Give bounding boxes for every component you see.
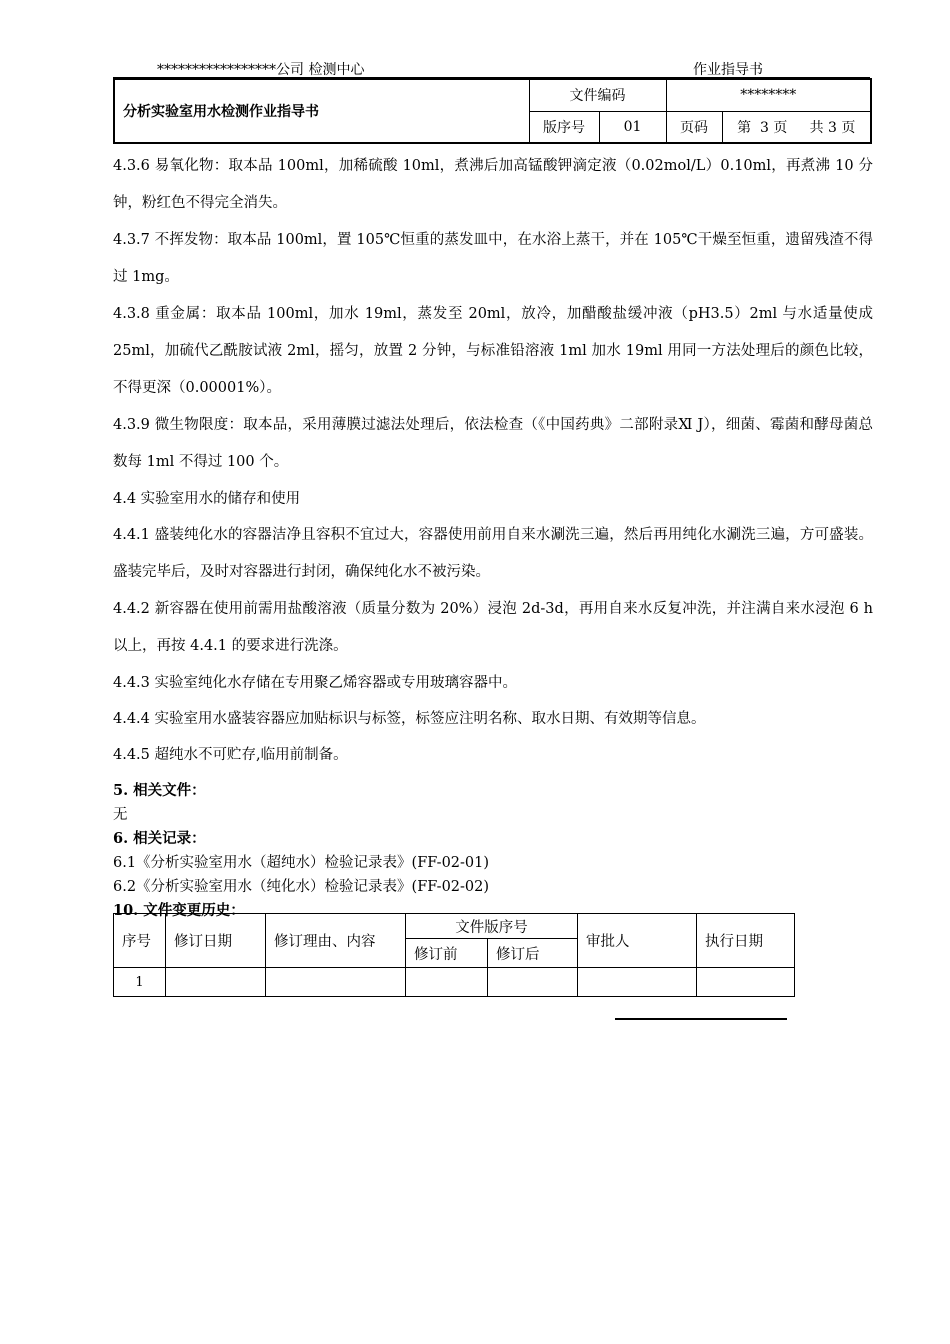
col-header-date: 修订日期 (166, 914, 266, 968)
paragraph-4-3-8: 4.3.8 重金属：取本品 100ml，加水 19ml，蒸发至 20ml，放冷，加醋酸盐缓冲液（pH3.5）2ml 与水适量使成 25ml，加硫代乙酰胺试液 2ml，摇匀，放置 2 分钟，与标准铅溶液 1ml 加水 19ml 用同一方法处理后的颜色比较，不得更深（0.00001%）。 (113, 306, 873, 396)
change-history-table (113, 913, 795, 997)
company-name: *****************公司 检测中心 (157, 62, 365, 78)
document-body (113, 148, 873, 923)
table-row (114, 968, 795, 997)
document-title: 分析实验室用水检测作业指导书 (114, 79, 529, 143)
signature-line (615, 1018, 787, 1020)
page-header (113, 58, 870, 78)
row-after (488, 968, 578, 997)
row-approver (578, 968, 697, 997)
version-value: 01 (599, 111, 666, 143)
section-6-title: 6. 相关记录： (113, 830, 206, 847)
version-label: 版序号 (529, 111, 599, 143)
paragraph-4-4-2: 4.4.2 新容器在使用前需用盐酸溶液（质量分数为 20%）浸泡 2d-3d，再用自来水反复冲洗，并注满自来水浸泡 6 h 以上，再按 4.4.1 的要求进行洗涤。 (113, 601, 873, 654)
paragraph-4-3-6: 4.3.6 易氧化物：取本品 100ml，加稀硫酸 10ml，煮沸后加高锰酸钾滴定液（0.02mol/L）0.10ml，再煮沸 10 分钟，粉红色不得完全消失。 (113, 158, 873, 211)
section-5-title: 5. 相关文件： (113, 782, 206, 799)
heading-4-4: 4.4 实验室用水的储存和使用 (113, 491, 301, 507)
page-value: 第 3 页 共 3 页 (722, 111, 871, 143)
col-header-before: 修订前 (406, 939, 488, 968)
section-5-content: 无 (113, 807, 128, 823)
paragraph-4-4-1: 4.4.1 盛装纯化水的容器洁净且容积不宜过大，容器使用前用自来水涮洗三遍，然后再用纯化水涮洗三遍，方可盛装。盛装完毕后，及时对容器进行封闭，确保纯化水不被污染。 (113, 527, 873, 580)
col-header-no: 序号 (114, 914, 166, 968)
paragraph-4-4-4: 4.4.4 实验室用水盛装容器应加贴标识与标签，标签应注明名称、取水日期、有效期等信息。 (113, 711, 706, 727)
doc-code-value: ******** (666, 79, 871, 111)
row-no: 1 (114, 968, 166, 997)
paragraph-4-3-7: 4.3.7 不挥发物：取本品 100ml，置 105℃恒重的蒸发皿中，在水浴上蒸干，并在 105℃干燥至恒重，遗留残渣不得过 1mg。 (113, 232, 873, 285)
row-date (166, 968, 266, 997)
col-header-approver: 审批人 (578, 914, 697, 968)
paragraph-4-3-9: 4.3.9 微生物限度：取本品，采用薄膜过滤法处理后，依法检查（《中国药典》二部附录Ⅺ J），细菌、霉菌和酵母菌总数每 1ml 不得过 100 个。 (113, 417, 873, 470)
col-header-reason: 修订理由、内容 (266, 914, 406, 968)
row-before (406, 968, 488, 997)
col-header-version: 文件版序号 (406, 914, 578, 939)
doc-type: 作业指导书 (693, 62, 763, 78)
col-header-exec-date: 执行日期 (697, 914, 795, 968)
record-item: 6.2《分析实验室用水（纯化水）检验记录表》(FF-02-02) (113, 879, 490, 895)
row-exec-date (697, 968, 795, 997)
page-label: 页码 (666, 111, 722, 143)
paragraph-4-4-3: 4.4.3 实验室纯化水存储在专用聚乙烯容器或专用玻璃容器中。 (113, 675, 518, 691)
record-item: 6.1《分析实验室用水（超纯水）检验记录表》(FF-02-01) (113, 855, 490, 871)
col-header-after: 修订后 (488, 939, 578, 968)
paragraph-4-4-5: 4.4.5 超纯水不可贮存,临用前制备。 (113, 747, 348, 763)
row-reason (266, 968, 406, 997)
doc-code-label: 文件编码 (529, 79, 666, 111)
section-10-title: 10. 文件变更历史： (113, 902, 245, 919)
document-info-table (113, 78, 872, 144)
